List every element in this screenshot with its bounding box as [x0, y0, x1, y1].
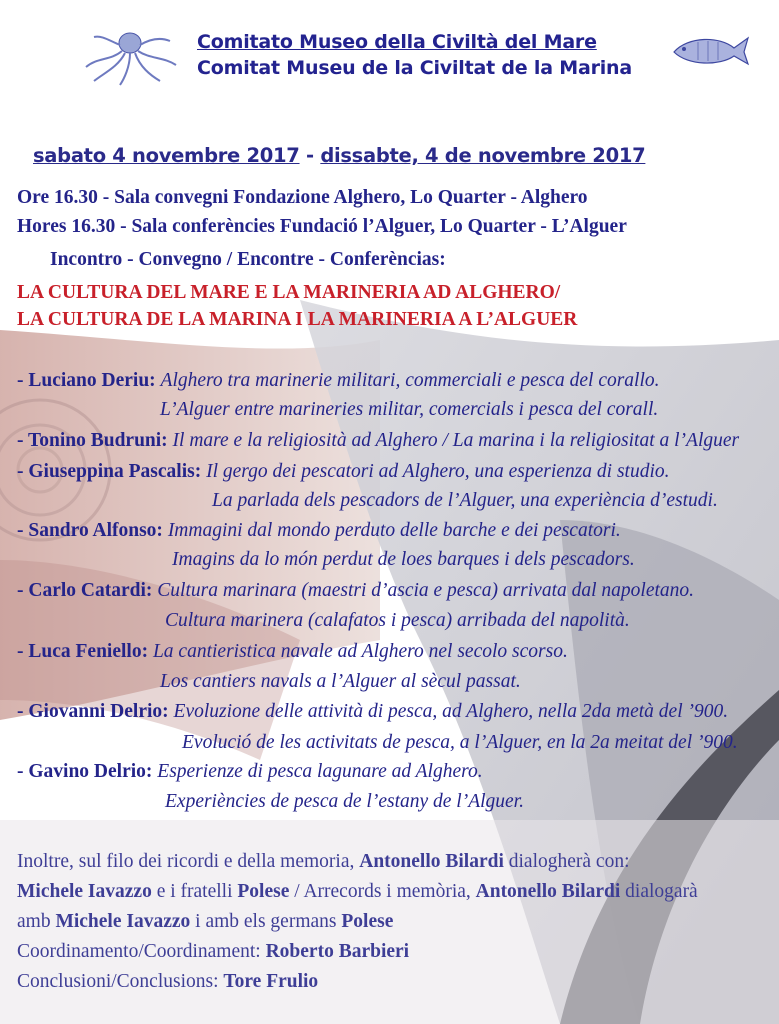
coordination-line	[17, 940, 409, 964]
talk-title-italian: Cultura marinara (maestri d’ascia e pesca) arrivata dal napoletano.	[157, 580, 695, 601]
person-name: Roberto Barbieri	[265, 941, 410, 962]
footer-text: Coordinamento/Coordinament:	[17, 941, 266, 962]
footer-text: dialogarà	[620, 881, 698, 902]
talk-item	[17, 760, 483, 784]
talk-title-catalan: L’Alguer entre marineries militar, comercials i pesca del corall.	[160, 399, 659, 420]
talk-item	[17, 640, 568, 664]
talk-item	[17, 519, 621, 543]
date-separator: -	[299, 144, 321, 167]
memory-dialogue-catalan	[17, 910, 393, 934]
speaker-name: - Gavino Delrio:	[17, 761, 153, 782]
talk-title-italian: Il mare e la religiosità ad Alghero / La marina i la religiositat a l’Alguer	[172, 430, 740, 451]
person-name: Antonello Bilardi	[475, 881, 621, 902]
octopus-logo-icon	[80, 27, 180, 87]
talk-item	[17, 429, 739, 453]
speaker-name: - Giovanni Delrio:	[17, 701, 169, 722]
footer-text: i amb els germans	[190, 911, 342, 932]
talk-item	[17, 579, 694, 603]
title-italian: LA CULTURA DEL MARE E LA MARINERIA AD ALGHERO/	[17, 282, 561, 303]
talk-title-catalan: Cultura marinera (calafatos i pesca) arribada del napolità.	[165, 610, 630, 631]
talk-item	[17, 369, 660, 393]
venue-italian: Ore 16.30 - Sala convegni Fondazione Alghero, Lo Quarter - Alghero	[17, 187, 588, 208]
person-name: Antonello Bilardi	[359, 851, 504, 872]
memory-dialogue-italian	[17, 850, 630, 874]
talk-title-italian: Immagini dal mondo perduto delle barche e dei pescatori.	[167, 520, 621, 541]
talk-title-italian: La cantieristica navale ad Alghero nel secolo scorso.	[152, 641, 568, 662]
conclusions-line	[17, 970, 318, 994]
footer-text: Conclusioni/Conclusions:	[17, 971, 224, 992]
person-name: Polese	[237, 881, 290, 902]
talk-title-catalan: Los cantiers navals a l’Alguer al sècul passat.	[160, 671, 521, 692]
talk-title-italian: Evoluzione delle attività di pesca, ad Alghero, nella 2da metà del ’900.	[173, 701, 729, 722]
talk-title-catalan: Imagins da lo món perdut de loes barques i dels pescadors.	[172, 549, 635, 570]
talk-title-italian: Esperienze di pesca lagunare ad Alghero.	[157, 761, 483, 782]
header-title-italian: Comitato Museo della Civiltà del Mare	[197, 31, 597, 53]
event-date	[33, 144, 645, 167]
fish-logo-icon	[668, 30, 750, 70]
talk-item	[17, 460, 670, 484]
event-type: Incontro - Convegno / Encontre - Conferèncias:	[50, 249, 446, 270]
speaker-name: - Luca Feniello:	[17, 641, 149, 662]
date-catalan: dissabte, 4 de novembre 2017	[320, 144, 646, 167]
speaker-name: - Tonino Budruni:	[17, 430, 168, 451]
speaker-name: - Luciano Deriu:	[17, 370, 156, 391]
speaker-name: - Giuseppina Pascalis:	[17, 461, 202, 482]
person-name: Tore Frulio	[223, 971, 319, 992]
footer-text: / Arrecords i memòria,	[289, 881, 476, 902]
person-name: Polese	[341, 911, 394, 932]
date-italian: sabato 4 novembre 2017	[33, 144, 300, 167]
talk-title-italian: Il gergo dei pescatori ad Alghero, una esperienza di studio.	[206, 461, 670, 482]
venue-catalan: Hores 16.30 - Sala conferències Fundació l’Alguer, Lo Quarter - L’Alguer	[17, 216, 627, 237]
talk-title-catalan: Experiències de pesca de l’estany de l’Alguer.	[165, 791, 524, 812]
talk-title-catalan: La parlada dels pescadors de l’Alguer, una experiència d’estudi.	[212, 490, 718, 511]
header-title-catalan: Comitat Museu de la Civiltat de la Marina	[197, 57, 633, 79]
person-name: Michele Iavazzo	[17, 881, 152, 902]
footer-text: Inoltre, sul filo dei ricordi e della memoria,	[17, 851, 360, 872]
title-catalan: LA CULTURA DE LA MARINA I LA MARINERIA A L’ALGUER	[17, 309, 578, 330]
speaker-name: - Sandro Alfonso:	[17, 520, 163, 541]
speaker-name: - Carlo Catardi:	[17, 580, 153, 601]
footer-text: amb	[17, 911, 56, 932]
talk-title-italian: Alghero tra marinerie militari, commerciali e pesca del corallo.	[160, 370, 660, 391]
talk-title-catalan: Evolució de les activitats de pesca, a l’Alguer, en la 2a meitat del ’900.	[182, 732, 738, 753]
talk-item	[17, 700, 728, 724]
person-name: Michele Iavazzo	[55, 911, 191, 932]
footer-text: dialogherà con:	[503, 851, 630, 872]
memory-dialogue-mixed	[17, 880, 698, 904]
footer-text: e i fratelli	[151, 881, 238, 902]
